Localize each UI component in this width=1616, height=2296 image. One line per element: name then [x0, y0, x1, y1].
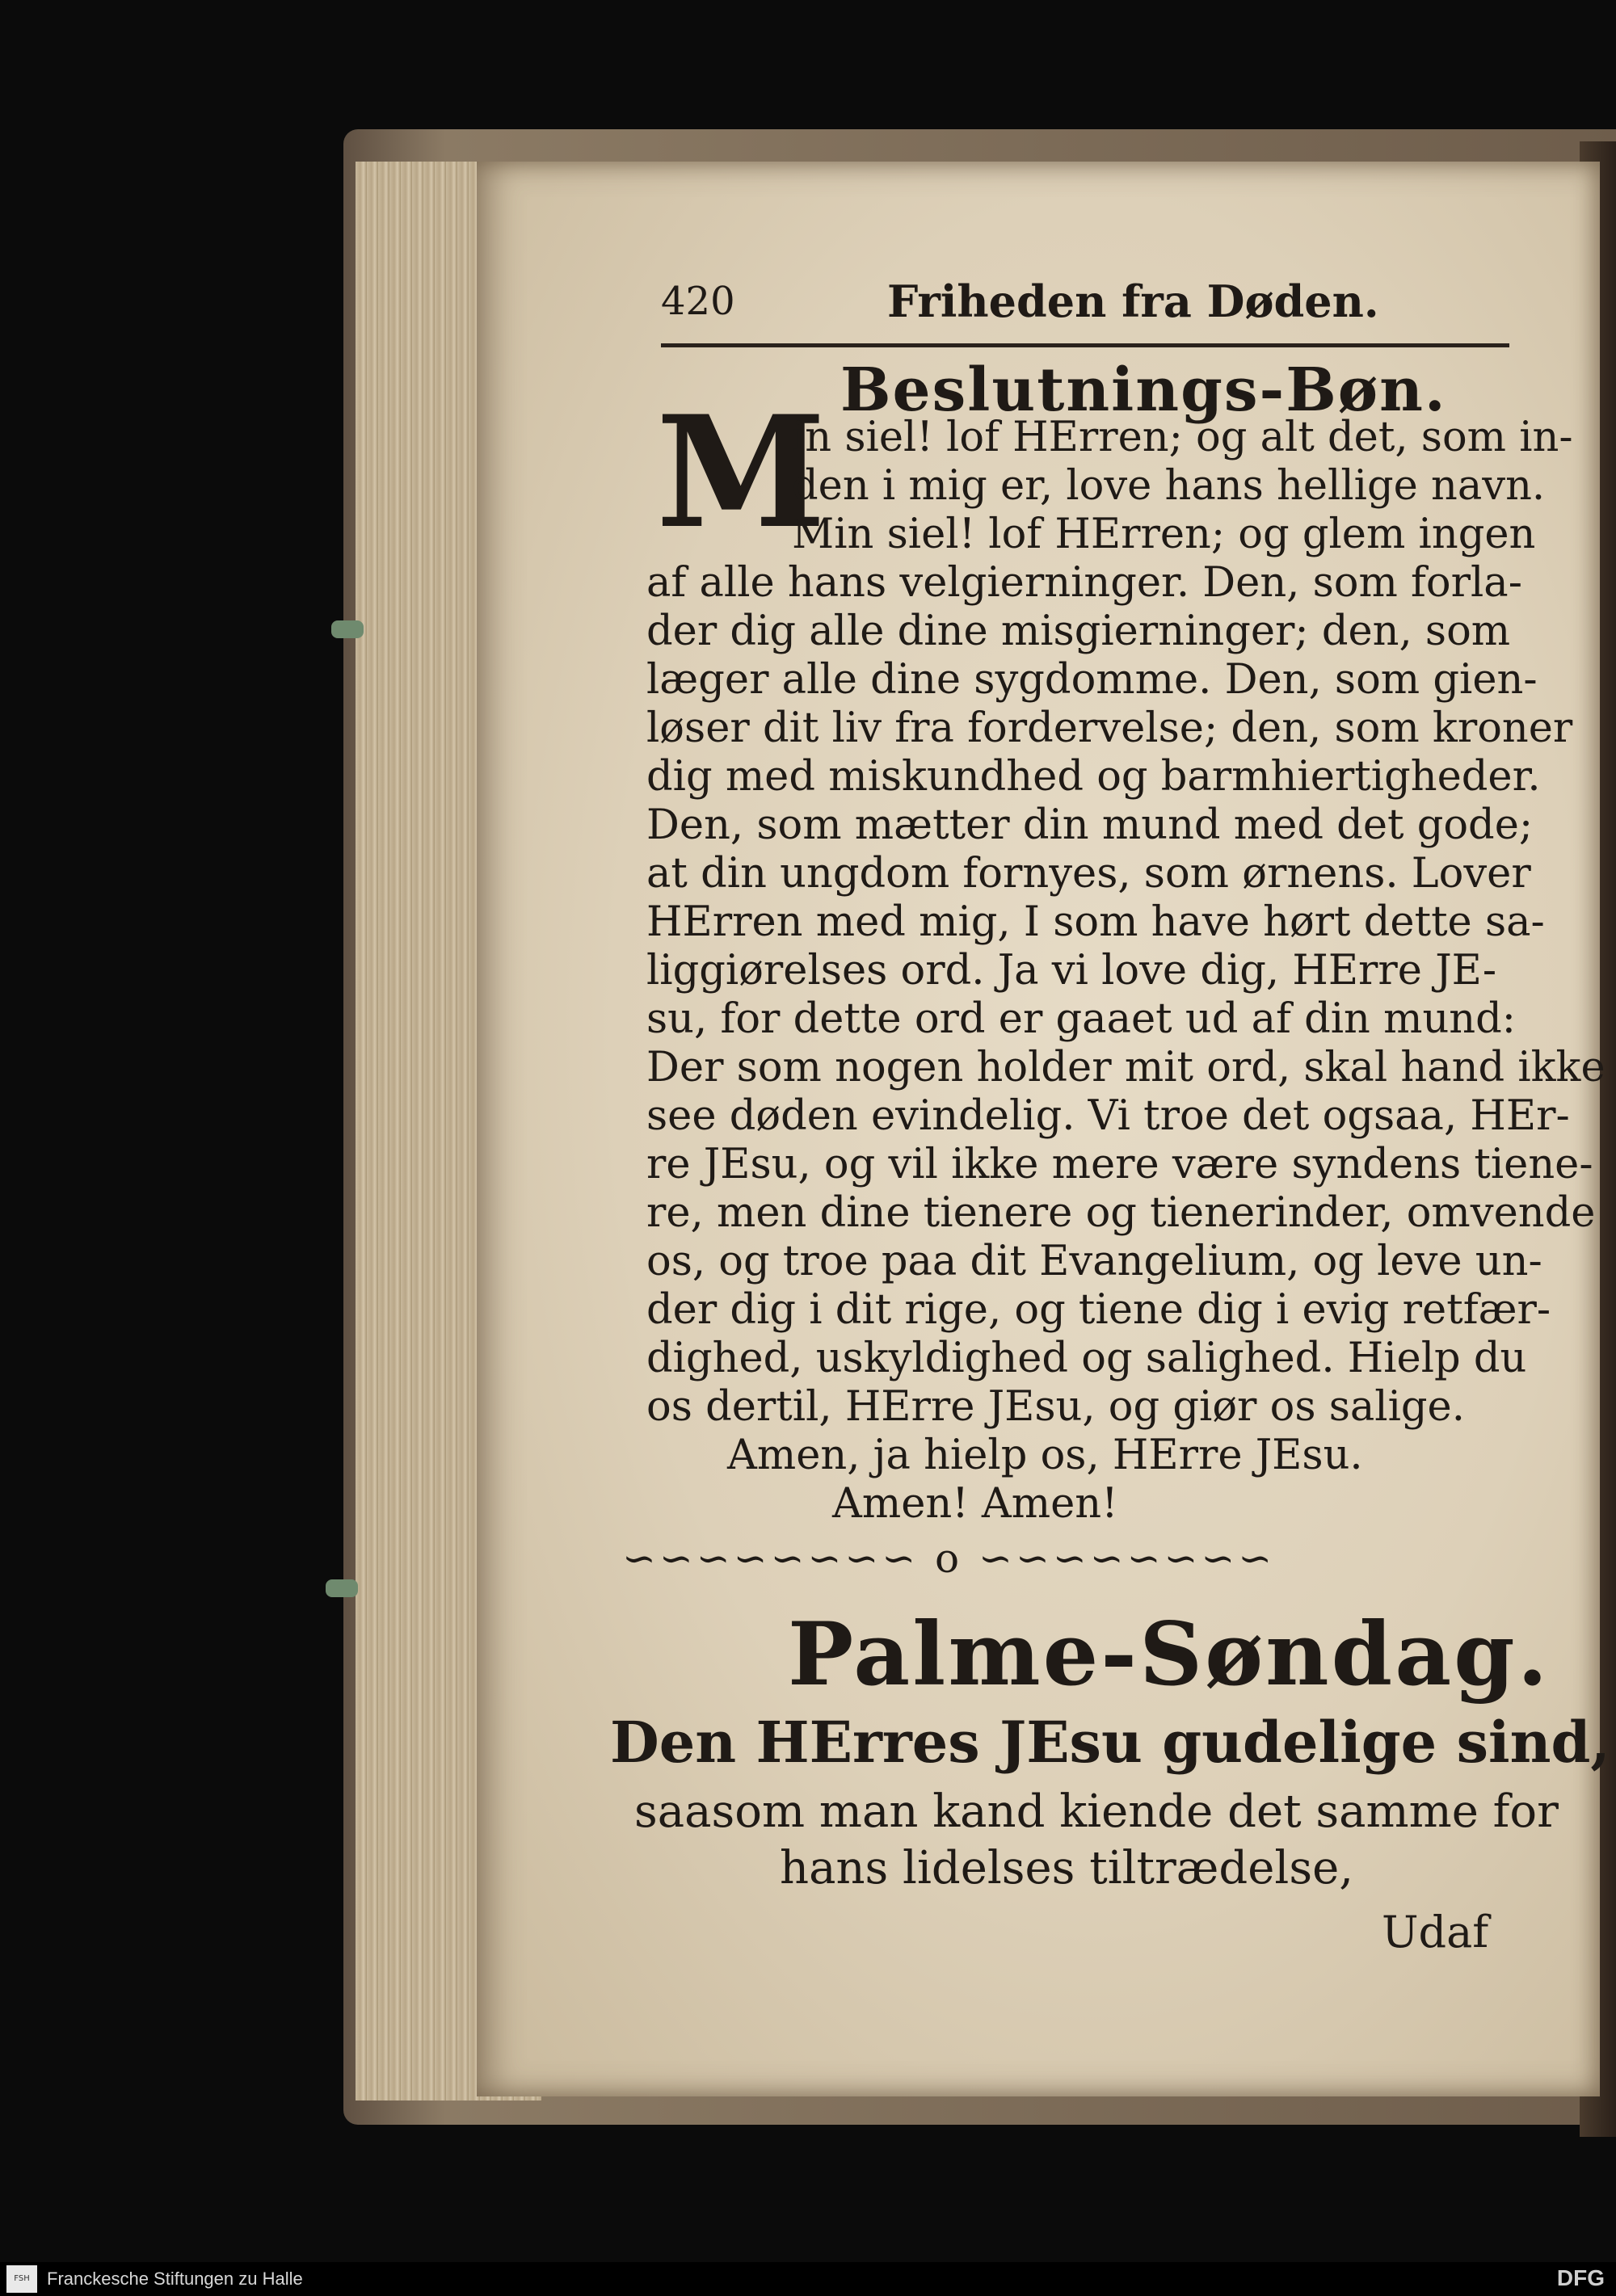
- prayer-line: os dertil, HErre JEsu, og giør os salige.: [646, 1383, 1465, 1431]
- running-title: Friheden fra Døden.: [887, 275, 1379, 327]
- prayer-line: af alle hans velgierninger. Den, som forla-: [646, 559, 1522, 607]
- section-subtitle-line: Den HErres JEsu gudelige sind,: [610, 1709, 1610, 1776]
- viewer-footer: [0, 2262, 1616, 2296]
- institution-label: Franckesche Stiftungen zu Halle: [47, 2269, 303, 2289]
- prayer-line: re, men dine tienere og tienerinder, omvende: [646, 1189, 1596, 1237]
- page-number: 420: [661, 279, 735, 324]
- prayer-line: dighed, uskyldighed og salighed. Hielp du: [646, 1335, 1527, 1382]
- dfg-logo: DFG: [1556, 2265, 1605, 2290]
- prayer-line: see døden evindelig. Vi troe det ogsaa, HEr-: [646, 1092, 1570, 1140]
- institution-logo-icon: FSH: [6, 2265, 37, 2293]
- clasp-lower: [326, 1579, 358, 1597]
- prayer-line: Der som nogen holder mit ord, skal hand ikke: [646, 1044, 1605, 1091]
- prayer-line: Amen, ja hielp os, HErre JEsu.: [727, 1432, 1363, 1479]
- prayer-line: Min siel! lof HErren; og glem ingen: [792, 511, 1536, 558]
- prayer-title: Beslutnings-Bøn.: [840, 355, 1447, 425]
- section-subtitle-line: saasom man kand kiende det samme for: [634, 1785, 1559, 1838]
- ornament-divider: ∽∽∽∽∽∽∽∽ o ∽∽∽∽∽∽∽∽: [622, 1535, 1276, 1582]
- prayer-line: læger alle dine sygdomme. Den, som gien-: [646, 656, 1538, 704]
- prayer-line: su, for dette ord er gaaet ud af din mund:: [646, 995, 1516, 1043]
- prayer-line: der dig alle dine misgierninger; den, som: [646, 608, 1511, 655]
- catchword: Udaf: [1382, 1907, 1489, 1957]
- clasp-upper: [331, 620, 364, 638]
- prayer-line: liggiørelses ord. Ja vi love dig, HErre JE-: [646, 947, 1497, 995]
- prayer-line: Den, som mætter din mund med det gode;: [646, 801, 1534, 849]
- prayer-line: in siel! lof HErren; og alt det, som in-: [792, 414, 1573, 461]
- prayer-line: dig med miskundhed og barmhiertigheder.: [646, 753, 1541, 801]
- prayer-line: os, og troe paa dit Evangelium, og leve un-: [646, 1238, 1542, 1285]
- section-subtitle-line: hans lidelses tiltrædelse,: [780, 1842, 1354, 1894]
- prayer-line: at din ungdom fornyes, som ørnens. Lover: [646, 850, 1531, 898]
- prayer-line: Amen! Amen!: [832, 1480, 1118, 1528]
- prayer-line: HErren med mig, I som have hørt dette sa-: [646, 898, 1545, 946]
- prayer-line: der dig i dit rige, og tiene dig i evig retfær-: [646, 1286, 1551, 1334]
- prayer-line: den i mig er, love hans hellige navn.: [792, 462, 1546, 510]
- prayer-line: løser dit liv fra fordervelse; den, som kroner: [646, 704, 1573, 752]
- drop-cap: M: [656, 382, 827, 562]
- section-title: Palme-Søndag.: [788, 1604, 1551, 1705]
- running-head: [661, 275, 1509, 347]
- prayer-line: re JEsu, og vil ikke mere være syndens tiene-: [646, 1141, 1593, 1188]
